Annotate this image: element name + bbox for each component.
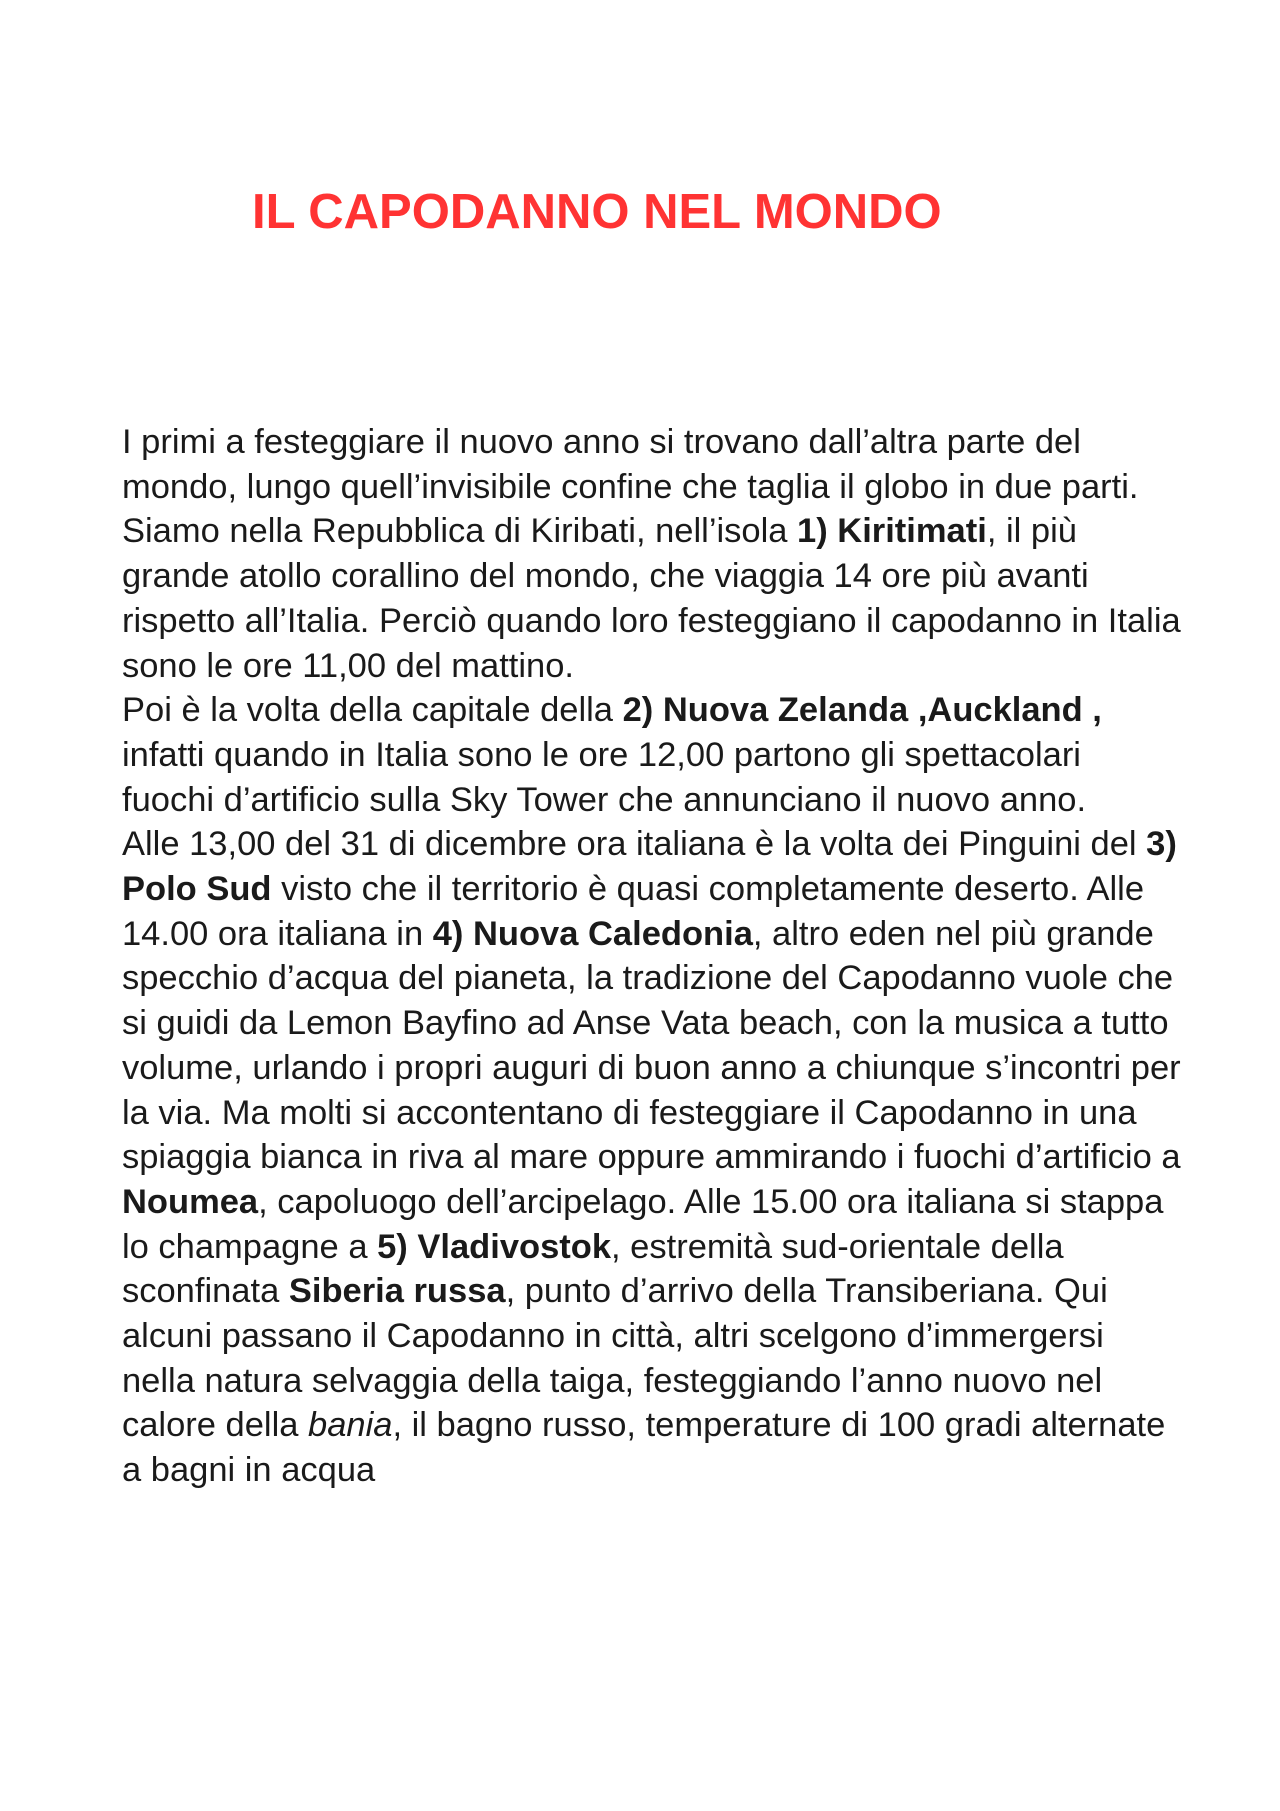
text-run: , il bagno russo, temperature di 100 gradi alternate a bagni in acqua: [122, 1406, 1166, 1490]
text-run: infatti quando in Italia sono le ore 12,00 partono gli spettacolari fuochi d’artificio sulla Sky Tower che annunciano il nuovo anno.: [122, 735, 1087, 819]
paragraph-auckland: [122, 688, 1182, 822]
paragraph-kiritimati: [122, 420, 1182, 688]
place-kiritimati: 1) Kiritimati: [797, 512, 987, 551]
text-run: , altro eden nel più grande specchio d’acqua del pianeta, la tradizione del Capodanno vuole che si guidi da Lemon Bayfino ad Anse Vata beach, con la musica a tutto volume, urlando i propri auguri di buon anno a chiunque s’incontri per la via. Ma molti si accontentano di festeggiare il Capodanno in una spiaggia bianca in riva al mare oppure ammirando i fuochi d’artificio a: [122, 914, 1181, 1177]
place-vladivostok: 5) Vladivostok: [377, 1227, 612, 1266]
text-run: Poi è la volta della capitale della: [122, 691, 623, 730]
text-run: , punto d’arrivo della Transiberiana. Qui alcuni passano il Capodanno in città, altri scelgono d’immergersi nella natura selvaggia della taiga, festeggiando l’anno nuovo nel calore della: [122, 1272, 1108, 1445]
place-siberia: Siberia russa: [288, 1272, 506, 1311]
document-body: [122, 420, 1182, 1493]
document-title: IL CAPODANNO NEL MONDO: [252, 185, 942, 239]
place-noumea: Noumea: [122, 1182, 259, 1221]
term-bania: bania: [308, 1406, 393, 1445]
text-run: , il più grande atollo corallino del mondo, che viaggia 14 ore più avanti rispetto all’Italia. Perciò quando loro festeggiano il capodanno in Italia sono le ore 11,00 del mattino.: [122, 512, 1181, 685]
text-run: Alle 13,00 del 31 di dicembre ora italiana è la volta dei Pinguini del: [122, 825, 1147, 864]
place-nuova-caledonia: 4) Nuova Caledonia: [432, 914, 753, 953]
place-nuova-zelanda: 2) Nuova Zelanda ,Auckland ,: [622, 691, 1102, 730]
text-run: I primi a festeggiare il nuovo anno si trovano dall’altra parte del mondo, lungo quell’invisibile confine che taglia il globo in due parti. Siamo nella Repubblica di Kiribati, nell’isola: [122, 423, 1139, 551]
text-run: , estremità sud-orientale della sconfinata: [122, 1227, 1064, 1311]
text-run: visto che il territorio è quasi completamente deserto. Alle 14.00 ora italiana in: [122, 870, 1145, 953]
text-run: , capoluogo dell’arcipelago. Alle 15.00 ora italiana si stappa lo champagne a: [122, 1182, 1164, 1266]
place-polo-sud: 3) Polo Sud: [122, 825, 1177, 909]
paragraph-polo-sud: [122, 822, 1182, 1493]
